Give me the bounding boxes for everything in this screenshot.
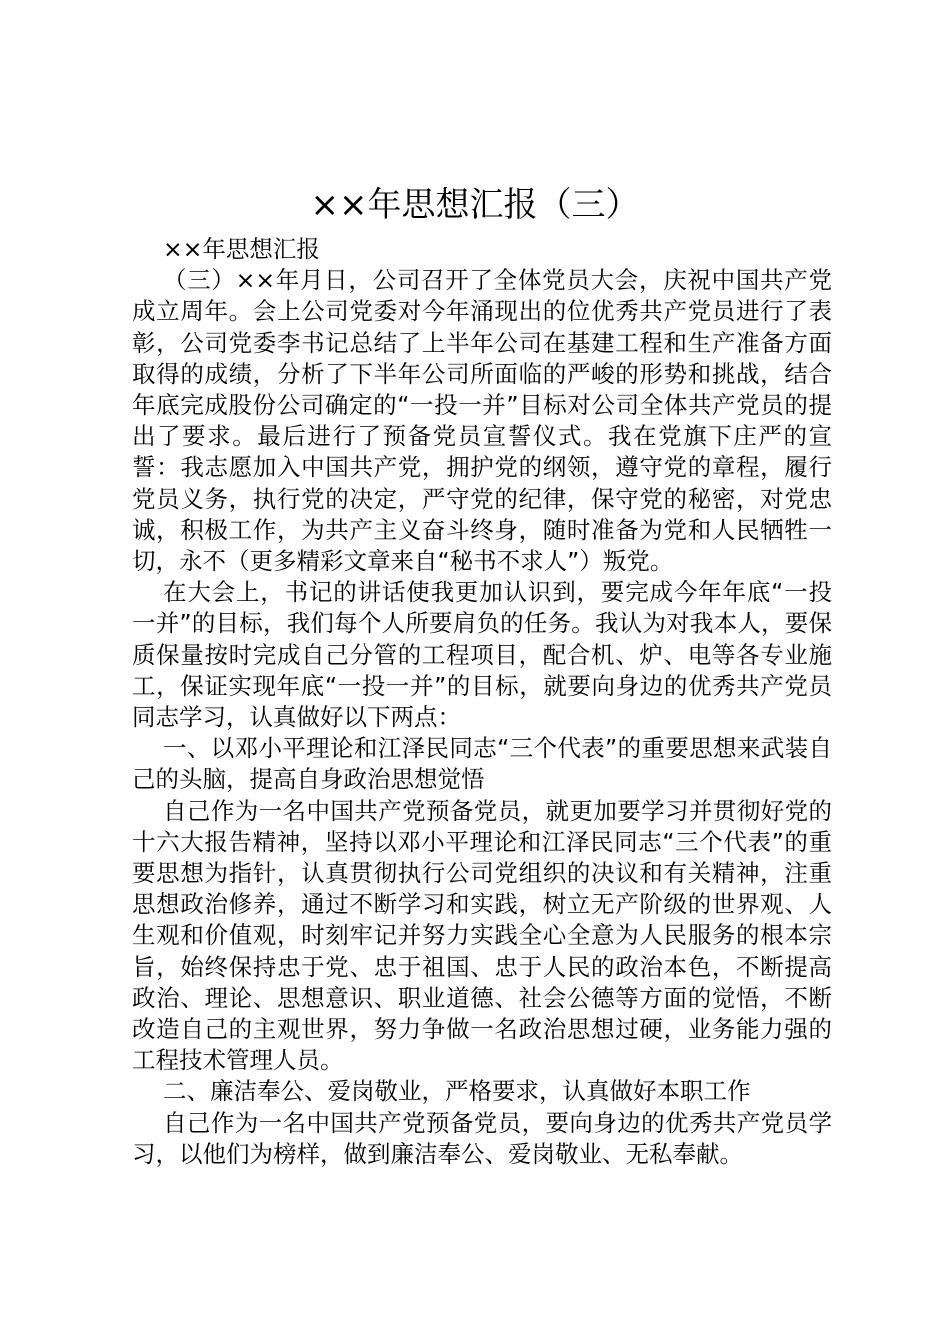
paragraph-heading: ××年思想汇报 — [163, 235, 320, 263]
paragraph-meeting: （三）××年月日，公司召开了全体党员大会，庆祝中国共产党成立周年。会上公司党委对今年涌现出的位优秀共产党员进行了表彰，公司党委李书记总结了上半年公司在基建工程和生产准备方面取得的成绩，分析了下半年公司所面临的严峻的形势和挑战，结合年底完成股份公司确定的“一投一并”目标对公司全体共产党员的提出了要求。最后进行了预备党员宣誓仪式。我在党旗下庄严的宣誓：我志愿加入中国共产党，拥护党的纲领，遵守党的章程，履行党员义务，执行党的决定，严守党的纪律，保守党的秘密，对党忠诚，积极工作，为共产主义奋斗终身，随时准备为党和人民牺牲一切，永不（更多精彩文章来自“秘书不求人”）叛党。 — [132, 266, 832, 576]
paragraph-section-2: 自己作为一名中国共产党预备党员，要向身边的优秀共产党员学习，以他们为榜样，做到廉洁奉公、爱岗敬业、无私奉献。 — [132, 1108, 832, 1168]
section-heading-1: 一、以邓小平理论和江泽民同志“三个代表”的重要思想来武装自己的头脑，提高自身政治思想觉悟 — [132, 734, 832, 794]
document-title: ××年思想汇报（三） — [310, 185, 640, 225]
section-heading-2: 二、廉洁奉公、爱岗敬业，严格要求，认真做好本职工作 — [163, 1077, 751, 1106]
document-body — [132, 234, 832, 1170]
paragraph-section-1: 自己作为一名中国共产党预备党员，就更加要学习并贯彻好党的十六大报告精神，坚持以邓小平理论和江泽民同志“三个代表”的重要思想为指针，认真贯彻执行公司党组织的决议和有关精神，注重思想政治修养，通过不断学习和实践，树立无产阶级的世界观、人生观和价值观，时刻牢记并努力实践全心全意为人民服务的根本宗旨，始终保持忠于党、忠于祖国、忠于人民的政治本色，不断提高政治、理论、思想意识、职业道德、社会公德等方面的觉悟，不断改造自己的主观世界，努力争做一名政治思想过硬，业务能力强的工程技术管理人员。 — [132, 796, 832, 1075]
paragraph-reflection: 在大会上，书记的讲话使我更加认识到，要完成今年年底“一投一并”的目标，我们每个人所要肩负的任务。我认为对我本人，要保质保量按时完成自己分管的工程项目，配合机、炉、电等各专业施工，保证实现年底“一投一并”的目标，就要向身边的优秀共产党员同志学习，认真做好以下两点： — [132, 578, 832, 732]
